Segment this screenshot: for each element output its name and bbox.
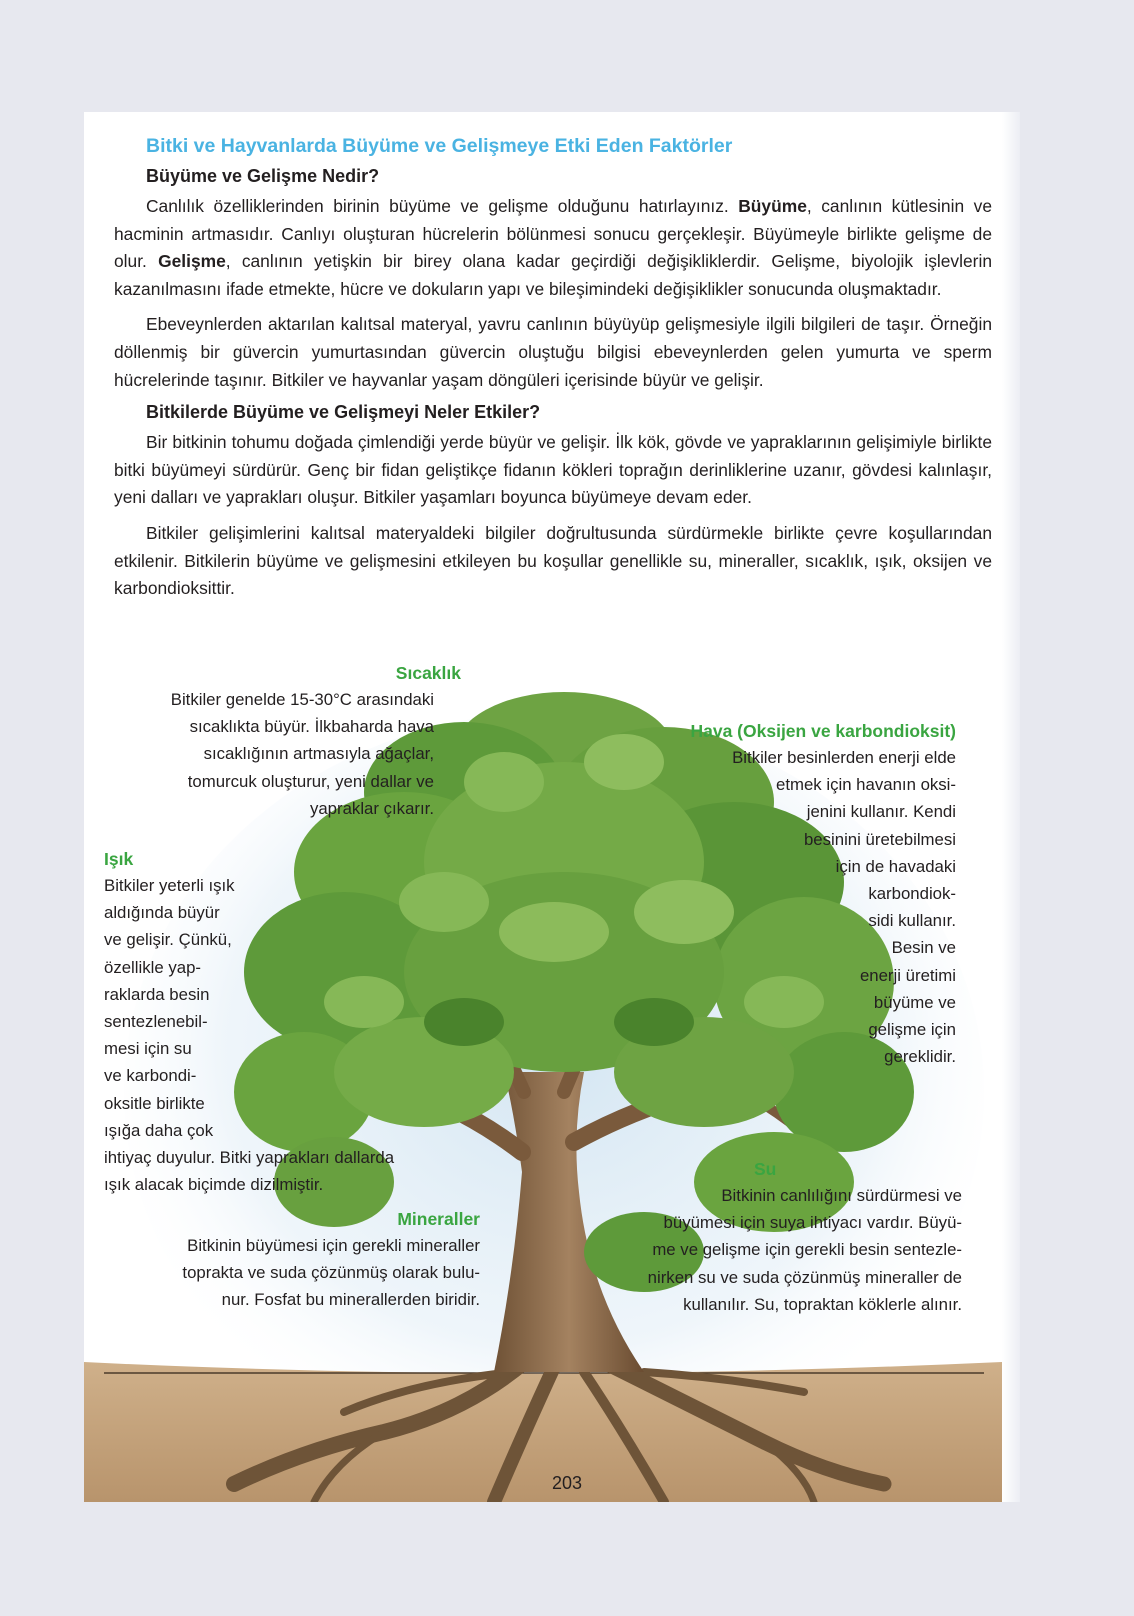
caption-temperature [114, 660, 461, 822]
caption-line: Bitkinin büyümesi için gerekli mineraller [187, 1236, 480, 1255]
caption-title: Sıcaklık [395, 663, 461, 683]
text-area [114, 132, 992, 611]
caption-light [104, 846, 434, 1198]
section-title: Bitki ve Hayvanlarda Büyüme ve Gelişmeye Etki Eden Faktörler [146, 135, 733, 157]
caption-line: özellikle yap- [104, 957, 202, 977]
caption-line: için de havadaki [835, 856, 956, 876]
caption-minerals [114, 1206, 480, 1314]
caption-title: Işık [104, 849, 134, 869]
caption-line: toprakta ve suda çözünmüş olarak bulu- [182, 1263, 480, 1283]
caption-line: me ve gelişme için gerekli besin sentezle- [652, 1240, 962, 1260]
caption-line: nirken su ve suda çözünmüş mineraller de [647, 1267, 962, 1287]
caption-line: oksitle birlikte [104, 1093, 205, 1113]
caption-line: aldığında büyür [104, 903, 220, 923]
caption-line: tomurcuk oluşturur, yeni dallar ve [187, 771, 434, 791]
caption-line: besinini üretebilmesi [803, 829, 956, 849]
caption-line: ışığa daha çok [104, 1120, 214, 1140]
caption-water [584, 1156, 962, 1318]
caption-line: nur. Fosfat bu minerallerden biridir. [221, 1290, 480, 1310]
paragraph-growth-definition [114, 193, 992, 303]
term-growth: Büyüme [738, 196, 807, 216]
caption-line: gelişme için [868, 1020, 956, 1040]
caption-line: kullanılır. Su, topraktan köklerle alınır. [683, 1294, 962, 1314]
textbook-page [84, 112, 1020, 1502]
text-run: , canlının kütlesinin ve hacminin artmasıdır. Canlıyı oluşturan hücrelerin bölünmesi sonucu gerçekleşir. Büyümeyle birlikte gelişme de olur. [114, 196, 992, 272]
caption-line: Besin ve [891, 938, 956, 958]
caption-line: karbondiok- [868, 884, 956, 904]
caption-line: etmek için havanın oksi- [775, 775, 956, 795]
caption-line: mesi için su [104, 1039, 192, 1059]
caption-line: sıcaklığının artmasıyla ağaçlar, [203, 744, 434, 764]
paragraph-heredity: Ebeveynlerden aktarılan kalıtsal materyal, yavru canlının büyüyüp gelişmesiyle ilgili bilgileri de taşır. Örneğin döllenmiş bir güvercin yumurtasından güvercin oluştuğu bilgisi ebeveynlerden gelen yumurta ve sperm hücrelerinde taşınır. Bitkiler ve hayvanlar yaşam döngüleri içerisinde büyür ve gelişir. [114, 314, 992, 390]
caption-line: sidi kullanır. [868, 911, 956, 931]
caption-line: ışık alacak biçimde dizilmiştir. [104, 1175, 324, 1195]
caption-line: Bitkiler besinlerden enerji elde [732, 748, 956, 767]
term-development: Gelişme [158, 251, 226, 272]
subheading-growth: Büyüme ve Gelişme Nedir? [146, 166, 380, 186]
caption-line: gereklidir. [884, 1047, 956, 1067]
caption-line: ve gelişir. Çünkü, [104, 930, 232, 950]
caption-line: büyümesi için suya ihtiyacı vardır. Büyü- [663, 1213, 962, 1233]
caption-title: Su [754, 1159, 777, 1179]
caption-air [656, 718, 956, 1070]
caption-line: raklarda besin [104, 984, 210, 1004]
caption-line: sentezlenebil- [104, 1012, 208, 1032]
caption-line: ihtiyaç duyulur. Bitki yaprakları dallarda [104, 1148, 395, 1168]
paragraph-plant-growth: Bir bitkinin tohumu doğada çimlendiği yerde büyür ve gelişir. İlk kök, gövde ve yapraklarının gelişimiyle birlikte bitki büyümeyi sürdürür. Genç bir fidan geliştikçe fidanın kökleri toprağın derinliklerine uzanır, gövdesi kalınlaşır, yeni dalları ve yaprakları oluşur. Bitkiler yaşamları boyunca büyümeye devam eder. [114, 432, 992, 508]
caption-title: Mineraller [397, 1209, 480, 1229]
text-run: , canlının yetişkin bir birey olana kadar geçirdiği değişikliklerdir. Gelişme, biyolojik işlevlerin kazanılmasını ifade etmekte, hücre ve dokuların yapı ve bileşimindeki değişiklikler sonucunda oluşmaktadır. [114, 251, 992, 299]
caption-line: ve karbondi- [104, 1066, 197, 1086]
caption-line: sıcaklıkta büyür. İlkbaharda hava [189, 717, 434, 737]
caption-line: Bitkinin canlılığını sürdürmesi ve [721, 1186, 962, 1205]
caption-line: jenini kullanır. Kendi [806, 802, 956, 822]
caption-title: Hava (Oksijen ve karbondioksit) [690, 721, 956, 741]
caption-line: yapraklar çıkarır. [309, 798, 434, 818]
caption-line: Bitkiler genelde 15-30°C arasındaki [170, 690, 434, 709]
paragraph-environment: Bitkiler gelişimlerini kalıtsal materyaldeki bilgiler doğrultusunda sürdürmekle birlikte çevre koşullarından etkilenir. Bitkilerin büyüme ve gelişmesini etkileyen bu koşullar genellikle su, mineraller, sıcaklık, ışık, oksijen ve karbondioksittir. [114, 522, 992, 599]
caption-line: enerji üretimi [859, 965, 956, 985]
text-run: Canlılık özelliklerinden birinin büyüme ve gelişme olduğunu hatırlayınız. [146, 196, 739, 216]
caption-line: büyüme ve [873, 992, 956, 1012]
caption-line: Bitkiler yeterli ışık [104, 876, 235, 895]
subheading-plant-factors: Bitkilerde Büyüme ve Gelişmeyi Neler Etkiler? [146, 402, 541, 423]
page-number: 203 [551, 1473, 583, 1493]
